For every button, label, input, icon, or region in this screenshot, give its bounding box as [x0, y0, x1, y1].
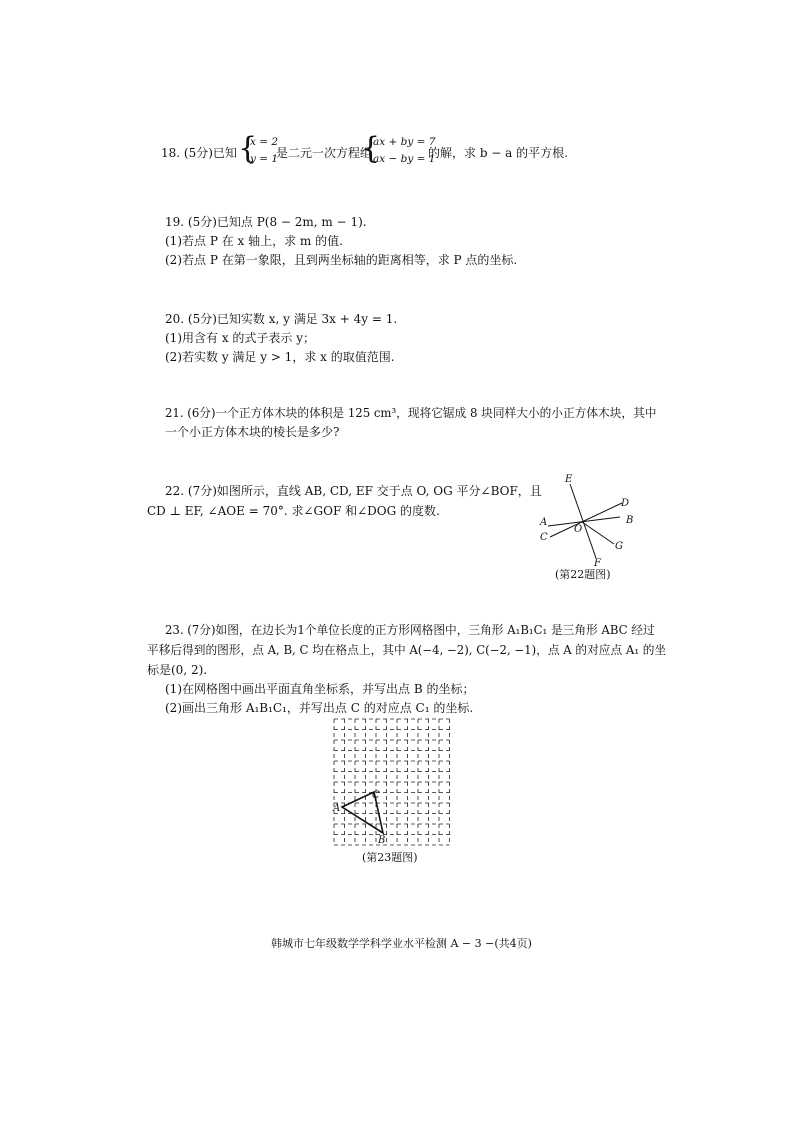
q22-label-b: B	[626, 515, 634, 526]
q22-line-cd	[550, 503, 622, 537]
q22-label-e: E	[565, 474, 573, 485]
q21-line-1: 21. (6分)一个正方体木块的体积是 125 cm³，现将它锯成 8 块同样大小的小正方体木块，其中	[165, 406, 657, 420]
q18-system-2-row-1: ax + by = 7	[373, 136, 436, 148]
q19-part-2: (2)若点 P 在第一象限，且到两坐标轴的距离相等，求 P 点的坐标.	[165, 253, 518, 267]
q22-label-f: F	[594, 558, 601, 569]
q23-line-1: 23. (7分)如图，在边长为1个单位长度的正方形网格图中，三角形 A₁B₁C₁ 是三角形 ABC 经过	[165, 623, 655, 637]
q18-system-1-row-2: y = 1	[250, 153, 279, 165]
q23-caption: (第23题图)	[362, 851, 418, 864]
q22-label-g: G	[615, 541, 623, 552]
q23-line-3: 标是(0, 2).	[147, 663, 208, 677]
q18-suffix: 的解，求 b − a 的平方根.	[428, 146, 568, 160]
page-footer: 韩城市七年级数学学科学业水平检测 A − 3 −(共4页)	[271, 937, 532, 950]
q22-line-1: 22. (7分)如图所示，直线 AB, CD, EF 交于点 O, OG 平分∠BOF，且	[165, 484, 542, 498]
q23-part-2: (2)画出三角形 A₁B₁C₁，并写出点 C 的对应点 C₁ 的坐标.	[165, 701, 474, 715]
q23-label-b: B	[378, 835, 386, 846]
q22-label-o: O	[574, 524, 583, 535]
q23-label-c: C	[372, 790, 380, 801]
q23-part-1: (1)在网格图中画出平面直角坐标系，并写出点 B 的坐标；	[165, 682, 475, 696]
q20-part-1: (1)用含有 x 的式子表示 y；	[165, 331, 315, 345]
q18-system-2-row-2: ax − by = 1	[373, 153, 436, 165]
q18-brace-1: {	[238, 131, 258, 166]
q20-stem: 20. (5分)已知实数 x, y 满足 3x + 4y = 1.	[165, 312, 398, 326]
q23-line-2: 平移后得到的图形，点 A, B, C 均在格点上，其中 A(−4, −2), C(−2, −1)，点 A 的对应点 A₁ 的坐	[147, 643, 667, 657]
q19-part-1: (1)若点 P 在 x 轴上，求 m 的值.	[165, 234, 343, 248]
q22-line-ef	[570, 484, 596, 558]
q18-system-1-row-1: x = 2	[250, 136, 279, 148]
q20-part-2: (2)若实数 y 满足 y > 1，求 x 的取值范围.	[165, 350, 395, 364]
q19-stem: 19. (5分)已知点 P(8 − 2m, m − 1).	[165, 215, 367, 229]
q18-middle-text: 是二元一次方程组	[276, 146, 373, 160]
q22-line-2: CD ⊥ EF, ∠AOE = 70°. 求∠GOF 和∠DOG 的度数.	[147, 504, 440, 518]
q18-prefix: 18. (5分)已知	[161, 146, 237, 160]
q22-label-d: D	[621, 498, 630, 509]
q22-caption: (第22题图)	[555, 568, 611, 581]
q23-label-a: A	[333, 803, 341, 814]
q22-label-c: C	[540, 532, 548, 543]
q22-label-a: A	[540, 517, 548, 528]
q21-line-2: 一个小正方体木块的棱长是多少?	[165, 425, 340, 439]
q23-grid-figure	[330, 716, 454, 850]
q18-brace-2: {	[361, 131, 381, 166]
